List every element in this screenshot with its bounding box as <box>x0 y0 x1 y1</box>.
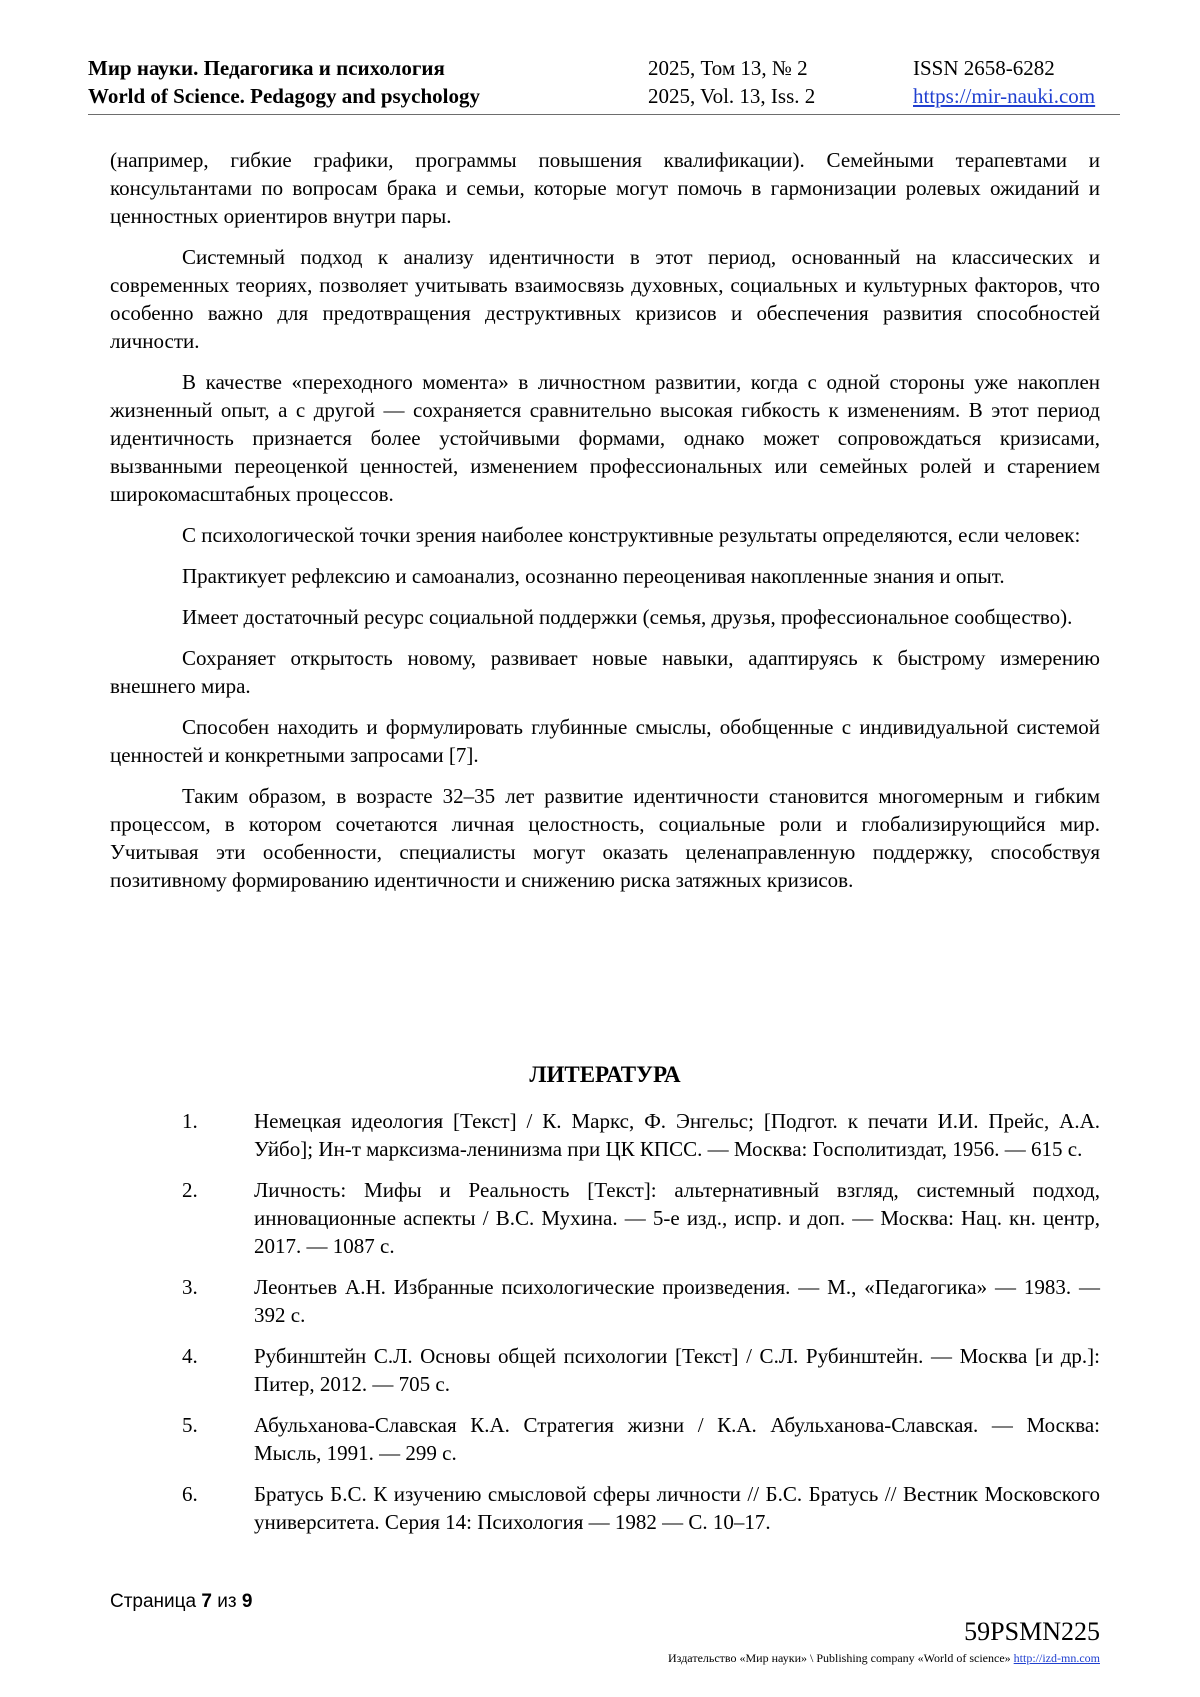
article-body <box>110 146 1100 907</box>
reference-number: 5. <box>182 1413 198 1437</box>
issue-info-ru: 2025, Том 13, № 2 <box>648 56 808 80</box>
page-number <box>110 1590 252 1614</box>
reference-number: 4. <box>182 1344 198 1368</box>
issue-info-en: 2025, Vol. 13, Iss. 2 <box>648 84 816 108</box>
reference-number: 6. <box>182 1482 198 1506</box>
page-current: 7 <box>201 1591 212 1612</box>
reference-number: 3. <box>182 1275 198 1299</box>
literature-heading: ЛИТЕРАТУРА <box>529 1062 681 1087</box>
reference-item <box>110 1480 1100 1536</box>
reference-number: 2. <box>182 1178 198 1202</box>
paragraph: Способен находить и формулировать глубинные смыслы, обобщенные с индивидуальной системой ценностей и конкретными запросами [7]. <box>110 715 1100 767</box>
reference-item <box>110 1273 1100 1329</box>
reference-text: Немецкая идеология [Текст] / К. Маркс, Ф. Энгельс; [Подгот. к печати И.И. Прейс, А.А. Уйбо]; Ин-т марксизма-ленинизма при ЦК КПСС. — Москва: Госполитиздат, 1956. — 615 с. <box>254 1109 1100 1161</box>
reference-text: Рубинштейн С.Л. Основы общей психологии [Текст] / С.Л. Рубинштейн. — Москва [и др.]: Питер, 2012. — 705 с. <box>254 1344 1100 1396</box>
reference-item <box>110 1342 1100 1398</box>
reference-item <box>110 1107 1100 1163</box>
paragraph: Системный подход к анализу идентичности в этот период, основанный на классических и современных теориях, позволяет учитывать взаимосвязь духовных, социальных и культурных факторов, что особенно важно для предотвращения деструктивных кризисов и обеспечения развития способностей личности. <box>110 245 1100 353</box>
paragraph: Сохраняет открытость новому, развивает новые навыки, адаптируясь к быстрому измерению внешнего мира. <box>110 646 1100 698</box>
journal-ids <box>913 54 1095 110</box>
paragraph: (например, гибкие графики, программы повышения квалификации). Семейными терапевтами и консультантами по вопросам брака и семьи, которые могут помочь в гармонизации ролевых ожиданий и ценностных ориентиров внутри пары. <box>110 148 1100 228</box>
reference-text: Личность: Мифы и Реальность [Текст]: альтернативный взгляд, системный подход, инновационные аспекты / В.С. Мухина. — 5-е изд., испр. и доп. — Москва: Нац. кн. центр, 2017. — 1087 с. <box>254 1178 1100 1258</box>
reference-text: Братусь Б.С. К изучению смысловой сферы личности // Б.С. Братусь // Вестник Московского университета. Серия 14: Психология — 1982 — С. 10–17. <box>254 1482 1100 1534</box>
journal-title <box>88 54 480 110</box>
article-code: 59PSMN225 <box>964 1617 1100 1646</box>
publisher-text: Издательство «Мир науки» \ Publishing company «World of science» <box>668 1651 1011 1665</box>
reference-text: Абульханова-Славская К.А. Стратегия жизни / К.А. Абульханова-Славская. — Москва: Мысль, 1991. — 299 с. <box>254 1413 1100 1465</box>
page-of: из <box>217 1591 237 1612</box>
journal-title-en: World of Science. Pedagogy and psychology <box>88 84 481 108</box>
reference-item <box>110 1176 1100 1260</box>
running-header <box>88 50 1120 115</box>
paragraph: Имеет достаточный ресурс социальной поддержки (семья, друзья, профессиональное сообщество). <box>182 605 1073 629</box>
journal-url-link[interactable]: https://mir-nauki.com <box>913 84 1096 108</box>
paragraph: Практикует рефлексию и самоанализ, осознанно переоценивая накопленные знания и опыт. <box>182 564 1005 588</box>
reference-list <box>110 1107 1100 1549</box>
page-label: Страница <box>110 1591 197 1612</box>
reference-item <box>110 1411 1100 1467</box>
paragraph: Таким образом, в возрасте 32–35 лет развитие идентичности становится многомерным и гибким процессом, в котором сочетаются личная целостность, социальные роли и глобализирующийся мир. Учитывая эти особенности, специалисты могут оказать целенаправленную поддержку, способствуя позитивному формированию идентичности и снижению риска затяжных кризисов. <box>110 784 1100 892</box>
paragraph: С психологической точки зрения наиболее конструктивные результаты определяются, если человек: <box>182 523 1081 547</box>
issn: ISSN 2658-6282 <box>913 56 1055 80</box>
page-total: 9 <box>241 1591 253 1612</box>
reference-number: 1. <box>182 1109 198 1133</box>
reference-text: Леонтьев А.Н. Избранные психологические произведения. — М., «Педагогика» — 1983. — 392 с. <box>254 1275 1100 1327</box>
paragraph: В качестве «переходного момента» в личностном развитии, когда с одной стороны уже накоплен жизненный опыт, а с другой — сохраняется сравнительно высокая гибкость к изменениям. В этот период идентичность признается более устойчивыми формами, однако может сопровождаться кризисами, вызванными переоценкой ценностей, изменением профессиональных или семейных ролей и старением широкомасштабных процессов. <box>110 370 1100 506</box>
issue-info <box>648 54 815 110</box>
publisher-url-link[interactable]: http://izd-mn.com <box>1013 1651 1100 1665</box>
journal-title-ru: Мир науки. Педагогика и психология <box>88 56 445 80</box>
publisher-line <box>668 1650 1100 1666</box>
